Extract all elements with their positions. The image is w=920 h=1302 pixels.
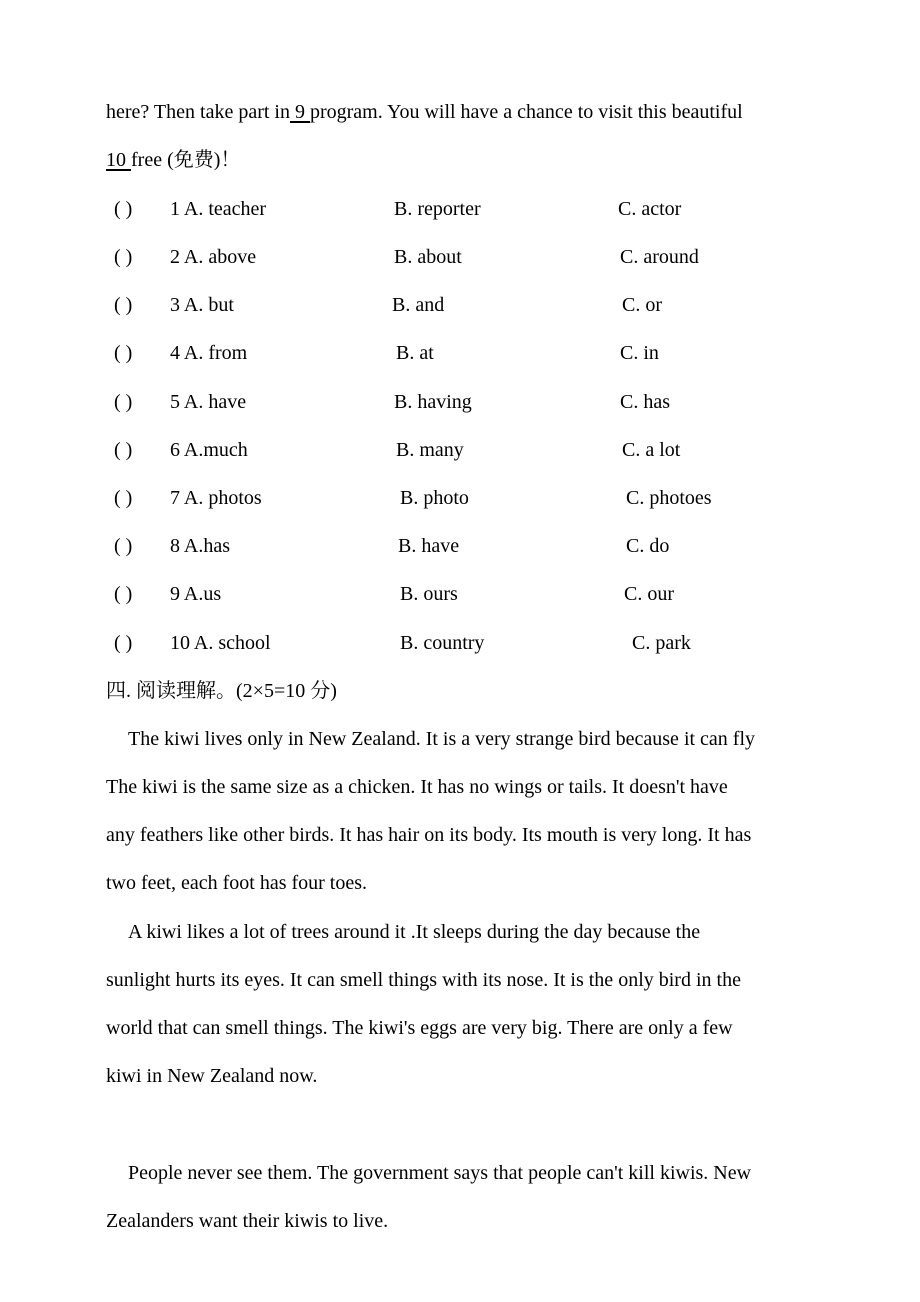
question-row — [106, 388, 826, 416]
section-heading: 四. 阅读理解。(2×5=10 分) — [106, 680, 337, 702]
answer-blank[interactable]: ( ) — [114, 583, 133, 605]
passage-line: any feathers like other birds. It has hair on its body. Its mouth is very long. It has — [106, 824, 752, 846]
option-c: C. do — [626, 535, 670, 557]
option-c: C. around — [620, 246, 699, 268]
option-a: 5 A. have — [170, 391, 247, 413]
option-b: B. country — [400, 632, 485, 654]
answer-blank[interactable]: ( ) — [114, 632, 133, 654]
answer-blank[interactable]: ( ) — [114, 439, 133, 461]
option-b: B. ours — [400, 583, 458, 605]
option-c: C. a lot — [622, 439, 681, 461]
intro-text: free (免费)！ — [131, 149, 241, 171]
option-a: 2 A. above — [170, 246, 257, 268]
option-c: C. has — [620, 391, 670, 413]
answer-blank[interactable]: ( ) — [114, 487, 133, 509]
intro-text: program. You will have a chance to visit this beautiful — [309, 101, 743, 123]
option-c: C. in — [620, 342, 659, 364]
option-b: B. about — [394, 246, 462, 268]
blank-9: 9 — [289, 101, 310, 123]
option-c: C. photoes — [626, 487, 712, 509]
option-c: C. actor — [618, 198, 682, 220]
passage-line: Zealanders want their kiwis to live. — [106, 1210, 389, 1232]
option-a: 9 A.us — [170, 583, 222, 605]
passage-line: People never see them. The government says that people can't kill kiwis. New — [128, 1162, 752, 1184]
answer-blank[interactable]: ( ) — [114, 535, 133, 557]
passage-line: The kiwi lives only in New Zealand. It is a very strange bird because it can fly — [128, 728, 756, 750]
blank-10: 10 — [106, 149, 131, 171]
option-b: B. at — [396, 342, 434, 364]
option-c: C. park — [632, 632, 691, 654]
answer-blank[interactable]: ( ) — [114, 342, 133, 364]
intro-line-1 — [106, 98, 743, 126]
option-b: B. and — [392, 294, 445, 316]
passage-line: A kiwi likes a lot of trees around it .It sleeps during the day because the — [128, 921, 701, 943]
passage-line: sunlight hurts its eyes. It can smell things with its nose. It is the only bird in the — [106, 969, 741, 991]
answer-blank[interactable]: ( ) — [114, 246, 133, 268]
answer-blank[interactable]: ( ) — [114, 198, 133, 220]
question-row — [106, 339, 826, 367]
option-b: B. many — [396, 439, 464, 461]
question-row — [106, 291, 826, 319]
option-a: 4 A. from — [170, 342, 248, 364]
intro-line-2 — [106, 146, 240, 174]
question-row — [106, 532, 826, 560]
option-a: 1 A. teacher — [170, 198, 267, 220]
option-a: 10 A. school — [170, 632, 271, 654]
question-row — [106, 436, 826, 464]
question-row — [106, 243, 826, 271]
option-a: 8 A.has — [170, 535, 230, 557]
option-b: B. have — [398, 535, 460, 557]
option-a: 3 A. but — [170, 294, 234, 316]
answer-blank[interactable]: ( ) — [114, 391, 133, 413]
option-a: 7 A. photos — [170, 487, 262, 509]
passage-line: world that can smell things. The kiwi's eggs are very big. There are only a few — [106, 1017, 733, 1039]
question-row — [106, 629, 826, 657]
answer-blank[interactable]: ( ) — [114, 294, 133, 316]
option-c: C. or — [622, 294, 662, 316]
question-row — [106, 195, 826, 223]
question-row — [106, 580, 826, 608]
option-b: B. reporter — [394, 198, 481, 220]
option-a: 6 A.much — [170, 439, 248, 461]
option-c: C. our — [624, 583, 674, 605]
intro-text: here? Then take part in — [106, 101, 290, 123]
question-row — [106, 484, 826, 512]
passage-line: kiwi in New Zealand now. — [106, 1065, 318, 1087]
option-b: B. photo — [400, 487, 469, 509]
passage-line: The kiwi is the same size as a chicken. It has no wings or tails. It doesn't have — [106, 776, 728, 798]
option-b: B. having — [394, 391, 472, 413]
passage-line: two feet, each foot has four toes. — [106, 872, 368, 894]
